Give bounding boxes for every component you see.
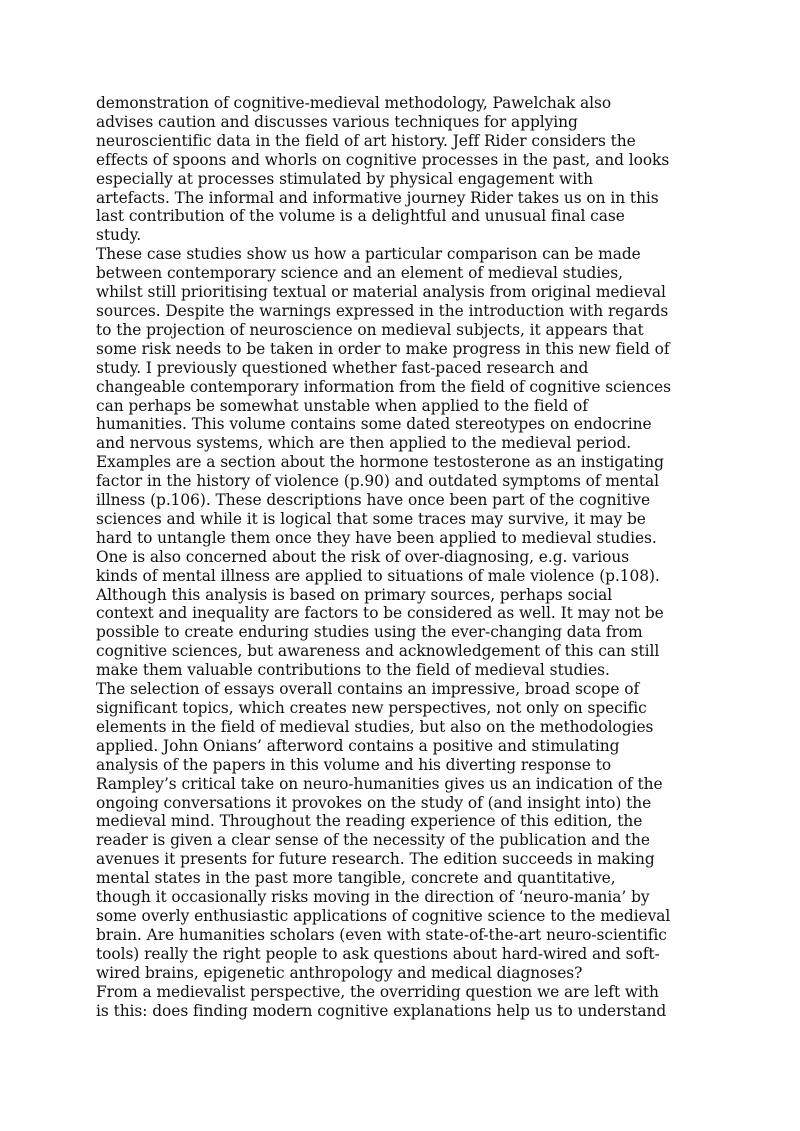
document-page	[96, 94, 708, 1020]
paragraph-4: From a medievalist perspective, the overriding question we are left with is this: does finding modern cognitive explanations help us to understand	[96, 982, 667, 1020]
paragraph-3: The selection of essays overall contains an impressive, broad scope of significant topics, which creates new perspectives, not only on specific elements in the field of medieval studies, but also on the methodologies applied. John Onians’ afterword contains a positive and stimulating analysis of the papers in this volume and his diverting response to Rampley’s critical take on neuro-humanities gives us an indication of the ongoing conversations it provokes on the study of (and insight into) the medieval mind. Throughout the reading experience of this edition, the reader is given a clear sense of the necessity of the publication and the avenues it presents for future research. The edition succeeds in making mental states in the past more tangible, concrete and quantitative, though it occasionally risks moving in the direction of ‘neuro-mania’ by some overly enthusiastic applications of cognitive science to the medieval brain. Are humanities scholars (even with state-of-the-art neuro-scientific tools) really the right people to ask questions about hard-wired and soft- wired brains, epigenetic anthropology and medical diagnoses?	[96, 680, 671, 982]
paragraph-1: demonstration of cognitive-medieval methodology, Pawelchak also advises caution and discusses various techniques for applying neuroscientific data in the field of art history. Jeff Rider considers the effects of spoons and whorls on cognitive processes in the past, and looks especially at processes stimulated by physical engagement with artefacts. The informal and informative journey Rider takes us on in this last contribution of the volume is a delightful and unusual final case study.	[96, 94, 670, 245]
paragraph-2: These case studies show us how a particular comparison can be made between contemporary science and an element of medieval studies, whilst still prioritising textual or material analysis from original medieval sources. Despite the warnings expressed in the introduction with regards to the projection of neuroscience on medieval subjects, it appears that some risk needs to be taken in order to make progress in this new field of study. I previously questioned whether fast-paced research and changeable contemporary information from the field of cognitive sciences can perhaps be somewhat unstable when applied to the field of humanities. This volume contains some dated stereotypes on endocrine and nervous systems, which are then applied to the medieval period. Examples are a section about the hormone testosterone as an instigating factor in the history of violence (p.90) and outdated symptoms of mental illness (p.106). These descriptions have once been part of the cognitive sciences and while it is logical that some traces may survive, it may be hard to untangle them once they have been applied to medieval studies. One is also concerned about the risk of over-diagnosing, e.g. various kinds of mental illness are applied to situations of male violence (p.108). Although this analysis is based on primary sources, perhaps social context and inequality are factors to be considered as well. It may not be possible to create enduring studies using the ever-changing data from cognitive sciences, but awareness and acknowledgement of this can still make them valuable contributions to the field of medieval studies.	[96, 245, 671, 680]
